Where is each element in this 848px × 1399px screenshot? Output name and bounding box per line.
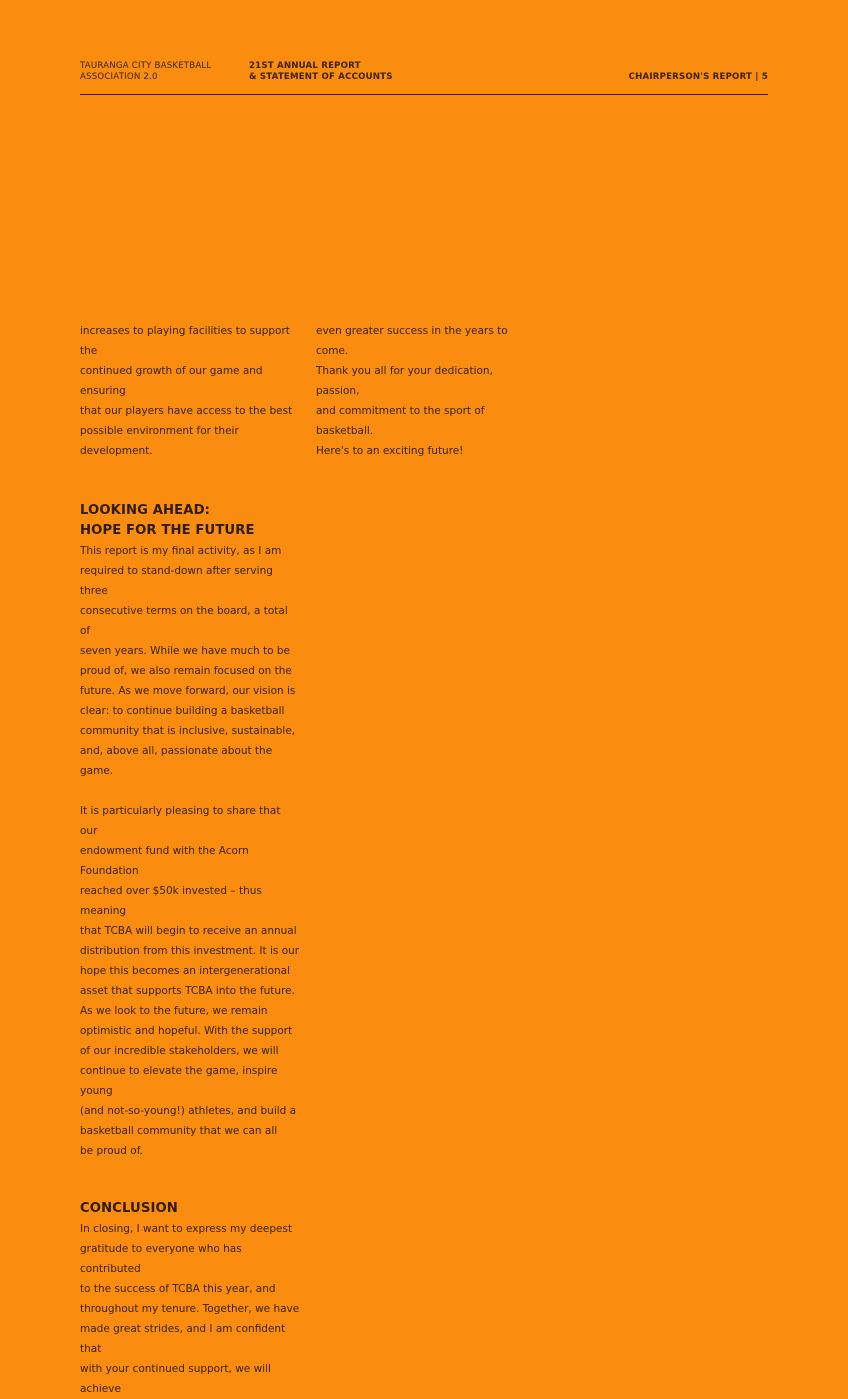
header-separator: |	[755, 72, 759, 82]
text-line: continued growth of our game and ensuring	[80, 365, 263, 397]
report-title	[249, 61, 449, 83]
text-line: be proud of.	[80, 1145, 143, 1157]
right-column	[316, 321, 536, 461]
text-line: In closing, I want to express my deepest	[80, 1223, 293, 1235]
text-line: of our incredible stakeholders, we will	[80, 1045, 279, 1057]
text-line: continue to elevate the game, inspire young	[80, 1065, 278, 1097]
text-line: asset that supports TCBA into the future.	[80, 985, 295, 997]
section-title: CHAIRPERSON'S REPORT	[628, 72, 753, 82]
page-header	[80, 61, 768, 95]
report-title-line-2: & STATEMENT OF ACCOUNTS	[249, 72, 393, 82]
org-name-line-1: TAURANGA CITY BASKETBALL	[80, 61, 212, 71]
text-line: basketball community that we can all	[80, 1125, 278, 1137]
looking-ahead-paragraph-2	[80, 801, 300, 1161]
looking-ahead-heading	[80, 501, 300, 541]
heading-line-1: LOOKING AHEAD:	[80, 503, 211, 518]
text-line: This report is my final activity, as I am	[80, 545, 282, 557]
text-line: Here's to an exciting future!	[316, 445, 464, 457]
text-line: required to stand-down after serving three	[80, 565, 273, 597]
text-line: and commitment to the sport of basketball.	[316, 405, 485, 437]
org-name-line-2: ASSOCIATION 2.0	[80, 72, 158, 82]
text-line: made great strides, and I am confident that	[80, 1323, 286, 1355]
report-title-line-1: 21ST ANNUAL REPORT	[249, 61, 361, 71]
text-line: that TCBA will begin to receive an annual	[80, 925, 297, 937]
text-line: community that is inclusive, sustainable,	[80, 725, 296, 737]
text-line: increases to playing facilities to support the	[80, 325, 290, 357]
text-line: with your continued support, we will achieve	[80, 1363, 271, 1395]
text-line: proud of, we also remain focused on the	[80, 665, 292, 677]
text-line: that our players have access to the best	[80, 405, 293, 417]
left-column	[80, 321, 300, 1399]
section-and-page-label	[629, 72, 768, 83]
heading-line-2: HOPE FOR THE FUTURE	[80, 523, 255, 538]
text-line: It is particularly pleasing to share that our	[80, 805, 281, 837]
text-line: throughout my tenure. Together, we have	[80, 1303, 300, 1315]
organization-name	[80, 61, 240, 83]
conclusion-paragraph	[80, 1219, 300, 1399]
text-line: consecutive terms on the board, a total of	[80, 605, 288, 637]
text-line: distribution from this investment. It is our	[80, 945, 300, 957]
text-line: reached over $50k invested – thus meaning	[80, 885, 262, 917]
text-line: hope this becomes an intergenerational	[80, 965, 291, 977]
text-line: to the success of TCBA this year, and	[80, 1283, 276, 1295]
text-line: gratitude to everyone who has contributed	[80, 1243, 242, 1275]
text-line: even greater success in the years to come.	[316, 325, 508, 357]
text-line: clear: to continue building a basketball	[80, 705, 285, 717]
closing-paragraph	[316, 321, 536, 461]
text-line: Thank you all for your dedication, passion,	[316, 365, 493, 397]
intro-paragraph	[80, 321, 300, 461]
text-line: (and not-so-young!) athletes, and build a	[80, 1105, 297, 1117]
text-line: possible environment for their development.	[80, 425, 239, 457]
text-line: future. As we move forward, our vision is	[80, 685, 296, 697]
text-line: optimistic and hopeful. With the support	[80, 1025, 293, 1037]
conclusion-heading: CONCLUSION	[80, 1201, 178, 1216]
text-line: and, above all, passionate about the game.	[80, 745, 273, 777]
text-line: As we look to the future, we remain	[80, 1005, 268, 1017]
text-line: endowment fund with the Acorn Foundation	[80, 845, 249, 877]
text-line: seven years. While we have much to be	[80, 645, 290, 657]
page-number: 5	[761, 72, 768, 82]
looking-ahead-paragraph-1	[80, 541, 300, 781]
